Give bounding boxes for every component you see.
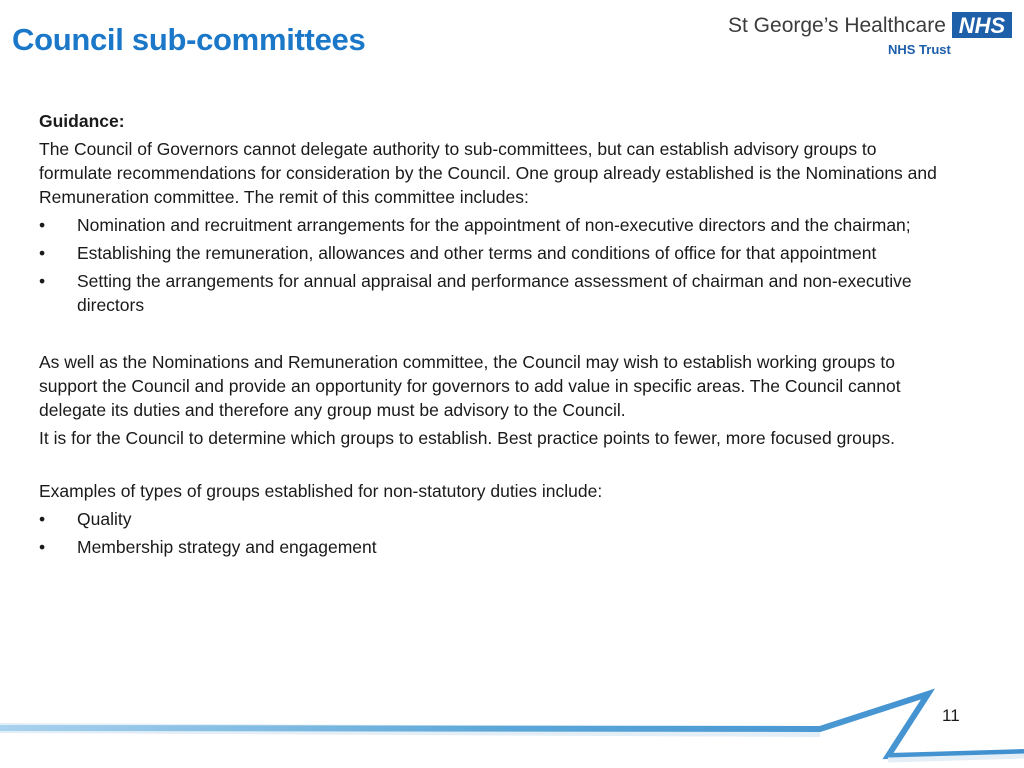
bullet-icon: •	[39, 509, 46, 529]
logo-organisation-name: St George’s Healthcare	[728, 14, 946, 37]
working-groups-paragraph: As well as the Nominations and Remuneration committee, the Council may wish to establish working groups to support the Council and provide an opportunity for governors to add value in specific areas. The Council cannot delegate its duties and therefore any group must be advisory to the Council.	[39, 352, 901, 420]
guidance-bullet-list	[39, 213, 949, 317]
list-item: • Setting the arrangements for annual appraisal and performance assessment of chairman and non-executive directors	[39, 271, 912, 315]
list-item: • Nomination and recruitment arrangements for the appointment of non-executive directors and the chairman;	[39, 215, 911, 235]
list-item: • Quality	[39, 509, 132, 529]
page-number: 11	[942, 706, 960, 725]
guidance-intro: The Council of Governors cannot delegate authority to sub-committees, but can establish advisory groups to formulate recommendations for consideration by the Council. One group already established is the Nominations and Remuneration committee. The remit of this committee includes:	[39, 139, 937, 207]
logo-subtitle: NHS Trust	[888, 42, 951, 57]
list-item: • Membership strategy and engagement	[39, 537, 377, 557]
nhs-logo-icon	[952, 12, 1012, 38]
examples-intro: Examples of types of groups established for non-statutory duties include:	[39, 481, 603, 501]
bullet-icon: •	[39, 243, 46, 263]
organisation-logo	[728, 12, 1018, 62]
bullet-icon: •	[39, 537, 46, 557]
best-practice-paragraph: It is for the Council to determine which groups to establish. Best practice points to fewer, more focused groups.	[39, 428, 895, 448]
list-item: • Establishing the remuneration, allowances and other terms and conditions of office for that appointment	[39, 243, 877, 263]
footer-swoosh	[0, 688, 1024, 768]
nhs-mark-text: NHS	[958, 13, 1006, 38]
bullet-icon: •	[39, 215, 46, 235]
slide-title: Council sub-committees	[12, 22, 366, 57]
bullet-icon: •	[39, 271, 46, 291]
slide-body	[39, 109, 949, 563]
examples-bullet-list	[39, 507, 949, 559]
guidance-heading: Guidance:	[39, 111, 125, 131]
